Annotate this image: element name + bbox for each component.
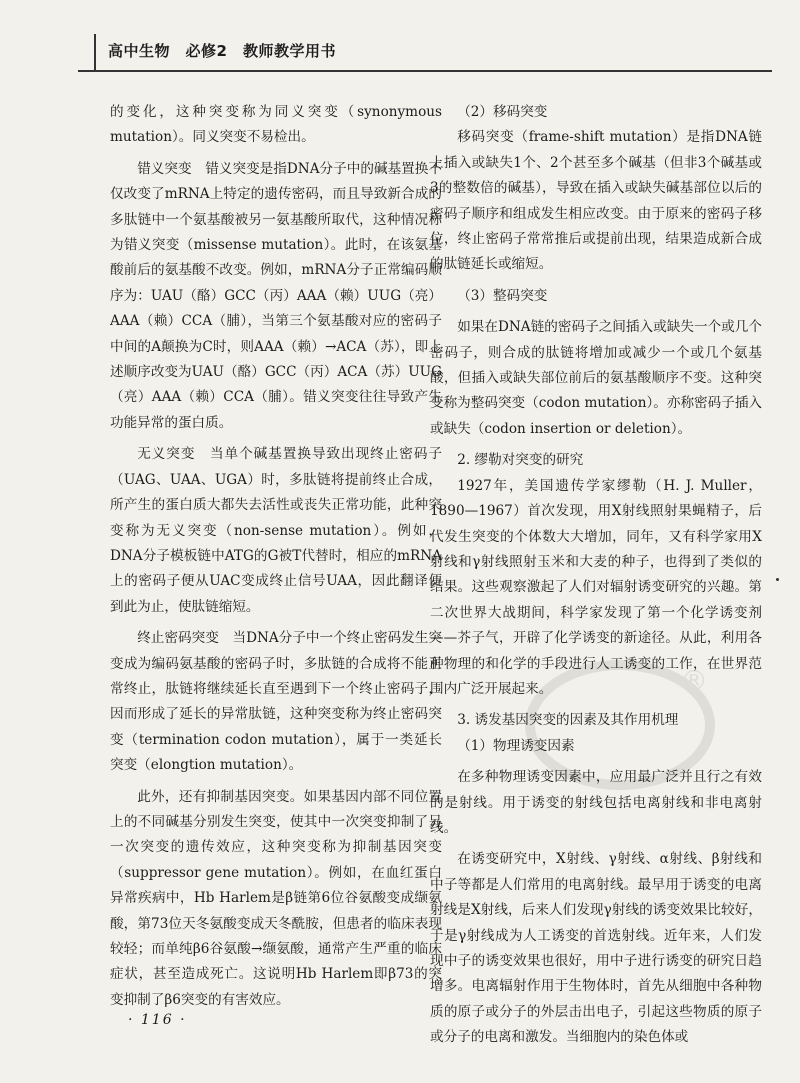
heading-physical-mutagens: （1）物理诱变因素 bbox=[457, 737, 575, 754]
paragraph-codon-mutation: 如果在DNA链的密码子之间插入或缺失一个或几个密码子，则合成的肽链将增加或减少一个或几个氨基酸，但插入或缺失部位前后的氨基酸顺序不变。这种突变称为整码突变（codon mutation）。亦称密码子插入或缺失（codon insertion or deletion）。 bbox=[430, 319, 763, 437]
heading-muller: 2. 缪勒对突变的研究 bbox=[457, 452, 584, 469]
publisher-watermark-logo bbox=[520, 650, 720, 800]
heading-induced-mutation: 3. 诱发基因突变的因素及其作用机理 bbox=[457, 712, 679, 729]
svg-text:®: ® bbox=[680, 664, 708, 697]
paragraph-frameshift: 移码突变（frame-shift mutation）是指DNA链上插入或缺失1个、2个甚至多个碱基（但非3个碱基或3的整数倍的碱基），导致在插入或缺失碱基部位以后的密码子顺序和组成发生相应改变。由于原来的密码子移位，终止密码子常常推后或提前出现，结果造成新合成的肽链延长或缩短。 bbox=[430, 129, 762, 273]
header-title: 高中生物 必修2 教师教学用书 bbox=[108, 42, 336, 60]
paragraph-ionizing-radiation: 在诱变研究中，X射线、γ射线、α射线、β射线和中子等都是人们常用的电离射线。最早用于诱变的电离射线是X射线，后来人们发现γ射线的诱变效果比较好，于是γ射线成为人工诱变的首选射线。近年来，人们发现中子的诱变效果也很好，用中子进行诱变的研究日趋增多。电离辐射作用于生物体时，首先从细胞中各种物质的原子或分子的外层击出电子，引起这些物质的原子或分子的电离和激发。当细胞内的染色体或 bbox=[430, 851, 762, 1046]
page-header bbox=[78, 34, 772, 76]
right-column bbox=[430, 100, 762, 1051]
left-column bbox=[110, 100, 442, 1013]
paragraph-rays: 在多种物理诱变因素中，应用最广泛并且行之有效的是射线。用于诱变的射线包括电离射线和非电离射线。 bbox=[430, 769, 762, 836]
paragraph-muller: 1927年，美国遗传学家缪勒（H. J. Muller，1890—1967）首次发现，用X射线照射果蝇精子，后代发生突变的个体数大大增加，同年，又有科学家用X射线和γ射线照射玉米和大麦的种子，也得到了类似的结果。这些观察激起了人们对辐射诱变研究的兴趣。第二次世界大战期间，科学家发现了第一个化学诱变剂——芥子气，开辟了化学诱变的新途径。从此，利用各种物理的和化学的手段进行人工诱变的工作，在世界范围内广泛开展起来。 bbox=[430, 477, 762, 697]
header-vertical-rule bbox=[94, 34, 96, 72]
paragraph-synonymous: 的变化，这种突变称为同义突变（synonymous mutation）。同义突变不易检出。 bbox=[110, 104, 442, 146]
margin-mark bbox=[776, 578, 779, 581]
paragraph-termination-codon: 终止密码突变 当DNA分子中一个终止密码发生突变成为编码氨基酸的密码子时，多肽链的合成将不能正常终止，肽链将继续延长直至遇到下一个终止密码子，因而形成了延长的异常肽链，这种突变称为终止密码突变（termination codon mutation），属于一类延长突变（elongtion mutation）。 bbox=[110, 630, 442, 774]
paragraph-nonsense: 无义突变 当单个碱基置换导致出现终止密码子（UAG、UAA、UGA）时，多肽链将提前终止合成，所产生的蛋白质大都失去活性或丧失正常功能，此种突变称为无义突变（non-sense mutation）。例如，DNA分子模板链中ATG的G被T代替时，相应的mRNA上的密码子便从UAC变成终止信号UAA，因此翻译便到此为止，使肽链缩短。 bbox=[110, 446, 442, 615]
page-number: · 116 · bbox=[128, 1012, 187, 1028]
header-rule bbox=[78, 70, 772, 72]
paragraph-suppressor: 此外，还有抑制基因突变。如果基因内部不同位置上的不同碱基分别发生突变，使其中一次突变抑制了另一次突变的遗传效应，这种突变称为抑制基因突变（suppressor gene mutation）。例如，在血红蛋白异常疾病中，Hb Harlem是β链第6位谷氨酸变成缬氨酸，第73位天冬氨酸变成天冬酰胺，但患者的临床表现较轻；而单纯β6谷氨酸→缬氨酸，通常产生严重的临床症状，甚至造成死亡。这说明Hb Harlem即β73的突变抑制了β6突变的有害效应。 bbox=[110, 788, 442, 1008]
heading-frameshift: （2）移码突变 bbox=[457, 104, 548, 120]
heading-codon-mutation: （3）整码突变 bbox=[457, 287, 548, 304]
paragraph-missense: 错义突变 错义突变是指DNA分子中的碱基置换不仅改变了mRNA上特定的遗传密码，而且导致新合成的多肽链中一个氨基酸被另一氨基酸所取代，这种情况称为错义突变（missense mutation）。此时，在该氨基酸前后的氨基酸不改变。例如，mRNA分子正常编码顺序为：UAU（酪）GCC（丙）AAA（赖）UUG（亮）AAA（赖）CCA（脯），当第三个氨基酸对应的密码子中间的A颠换为C时，则AAA（赖）→ACA（苏），即上述顺序改变为UAU（酪）GCC（丙）ACA（苏）UUG（亮）AAA（赖）CCA（脯）。错义突变往往导致产生功能异常的蛋白质。 bbox=[110, 160, 442, 431]
